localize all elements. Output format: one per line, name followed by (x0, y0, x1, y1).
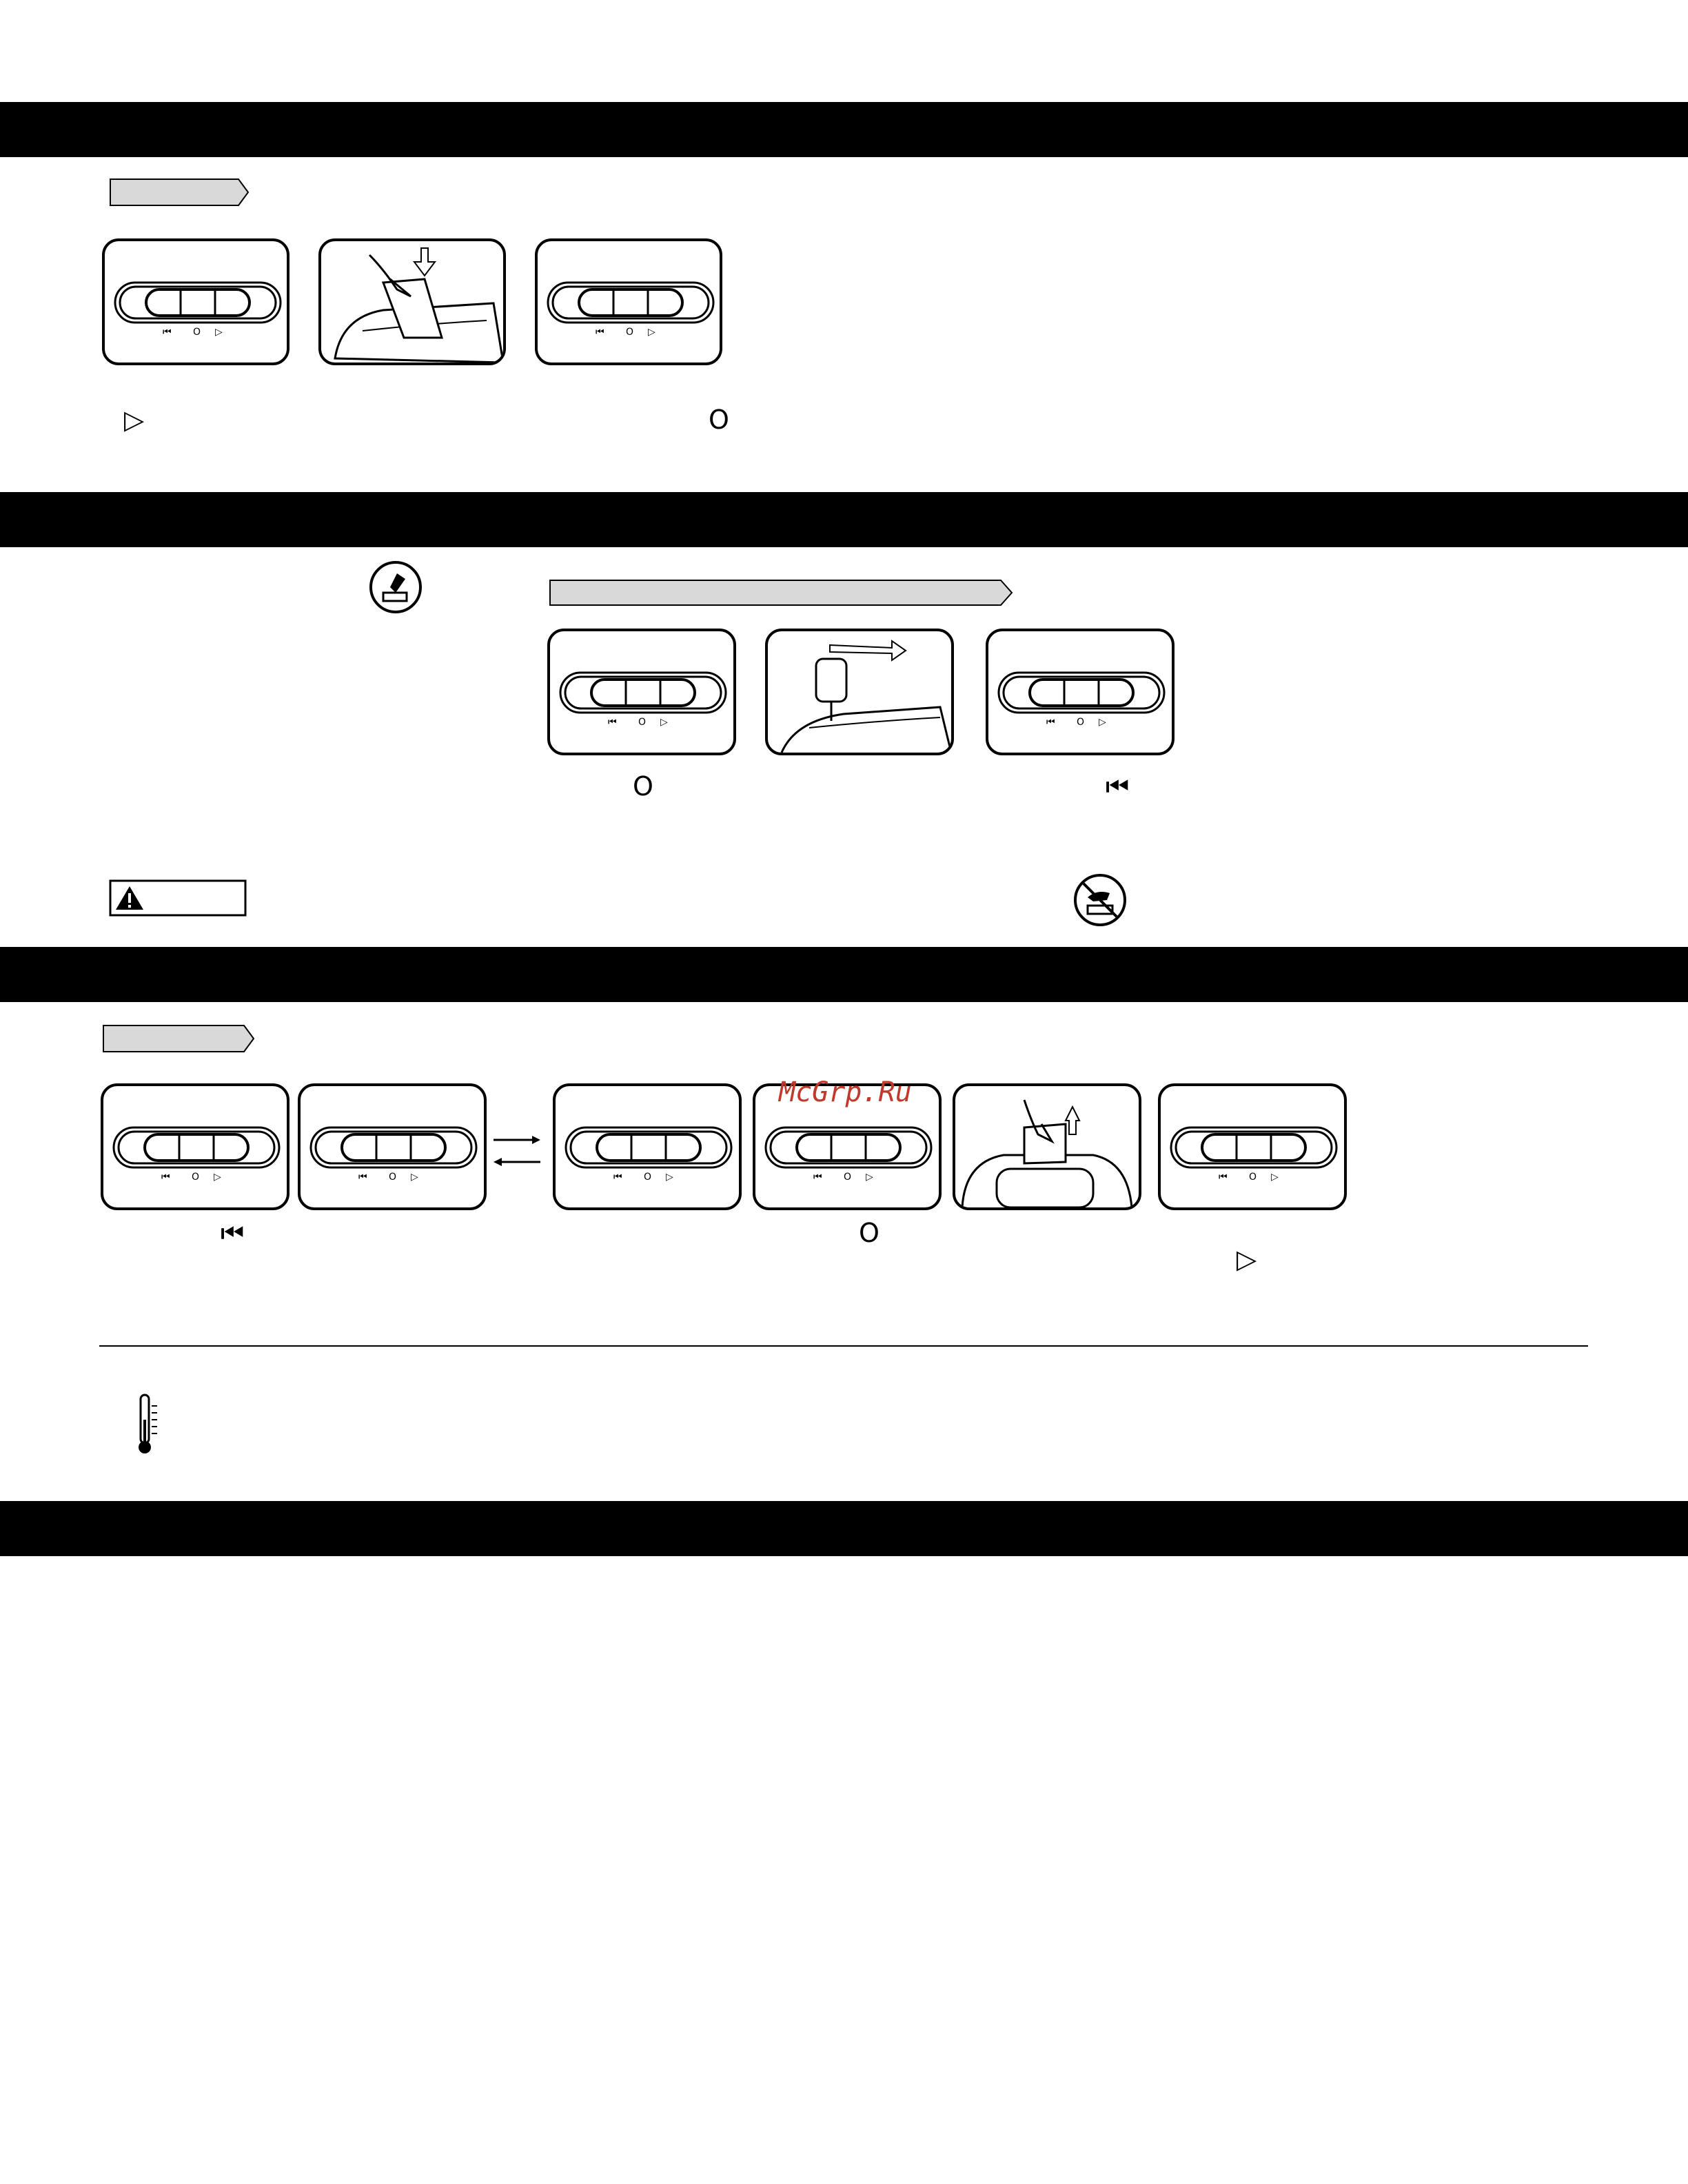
section-header-bar (0, 947, 1688, 1002)
step-tag (549, 579, 1015, 606)
reverse-symbol: ⏮ (221, 1218, 245, 1248)
auto-symbol: ▷ (124, 405, 145, 435)
divider (99, 1345, 1588, 1347)
thermometer-icon (134, 1392, 161, 1456)
switch-panel (102, 238, 289, 365)
mode-switch[interactable] (1161, 1086, 1344, 1207)
section-header-bar (0, 492, 1688, 547)
mode-switch[interactable] (105, 241, 287, 363)
reverse-symbol: ⏮ (1106, 771, 1130, 802)
watermark: McGrp.Ru (779, 1076, 912, 1108)
warning-triangle-icon (109, 879, 247, 917)
switch-panel (535, 238, 722, 365)
step-tag (109, 178, 250, 207)
no-hand-icon (1072, 872, 1128, 928)
remove-paper-illustration (953, 1083, 1141, 1210)
section-header-bar (0, 1501, 1688, 1556)
mode-switch[interactable] (550, 631, 733, 753)
mode-switch[interactable] (301, 1086, 484, 1207)
oiling-illustration (765, 629, 954, 755)
off-symbol: O (709, 405, 729, 435)
section-header-bar (0, 102, 1688, 157)
insert-paper-illustration (318, 238, 506, 365)
alternate-arrows-icon (491, 1130, 543, 1172)
step-tag (102, 1024, 255, 1053)
mode-switch[interactable] (103, 1086, 287, 1207)
switch-panel (101, 1083, 289, 1210)
switch-panel (1158, 1083, 1347, 1210)
switch-panel (986, 629, 1175, 755)
mode-switch[interactable] (556, 1086, 739, 1207)
mode-switch[interactable] (538, 241, 720, 363)
switch-panel (553, 1083, 742, 1210)
off-symbol: O (633, 771, 653, 802)
mode-switch[interactable] (988, 631, 1172, 753)
switch-panel (298, 1083, 487, 1210)
switch-panel (547, 629, 736, 755)
oil-can-icon (368, 560, 423, 615)
off-symbol: O (859, 1218, 879, 1248)
auto-symbol: ▷ (1237, 1244, 1257, 1274)
